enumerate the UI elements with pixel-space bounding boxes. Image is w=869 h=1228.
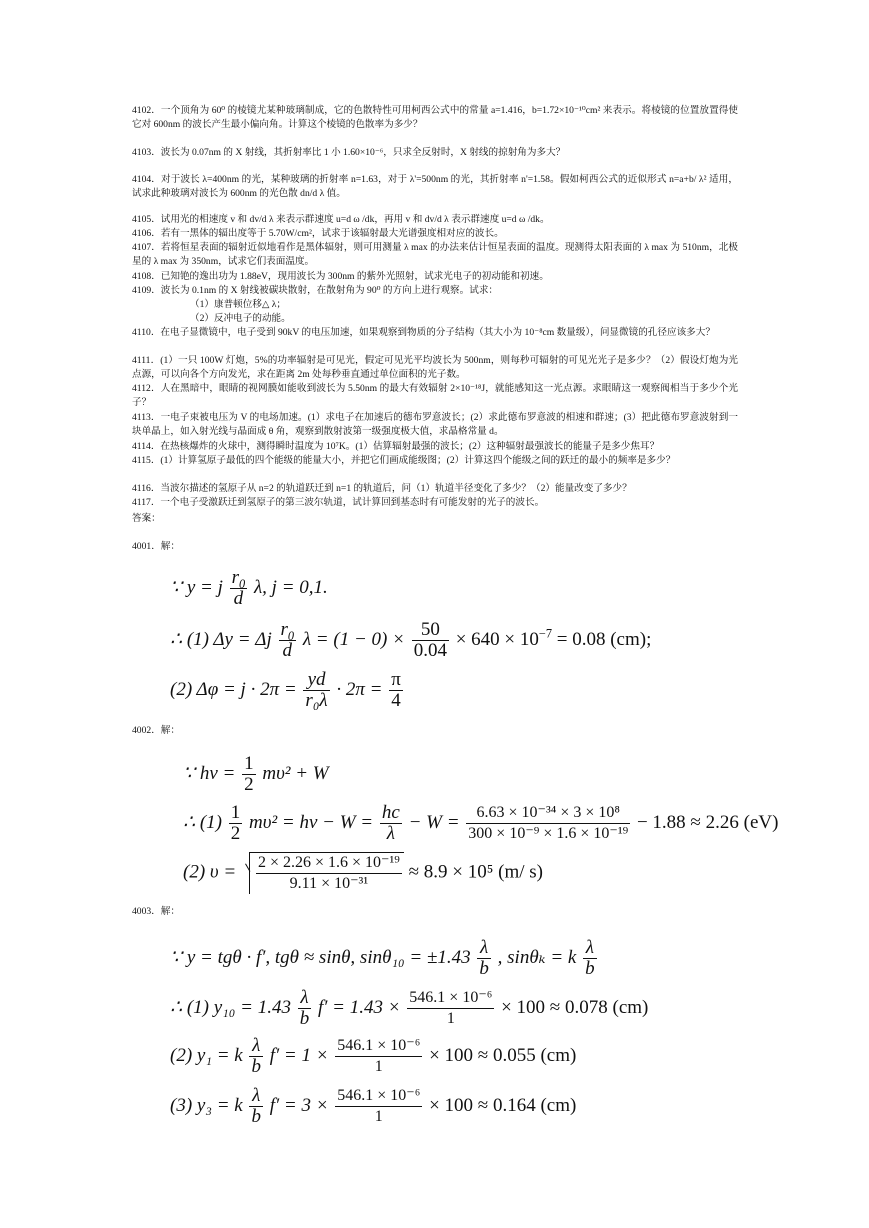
problem-4109: 4109．波长为 0.1nm 的 X 射线被碳块散射，在散射角为 90⁰ 的方向上进行观察。试求： <box>132 285 499 296</box>
solution-4003-label: 4003．解： <box>132 906 180 917</box>
fraction: $\frac{yd}{\text{r₀λ}}$ <box>305 669 328 711</box>
equation-4001-1 <box>170 568 328 609</box>
eq-text: × 640 × 10 <box>455 628 539 650</box>
equation-4002-3 <box>183 852 543 894</box>
problem-4111: 4111．(1）一只 100W 灯炮，5%的功率辐射是可见光，假定可见光平均波长为 500nm，则每秒可辐射的可见光光子是多少？（2）假设灯炮为光点源，可以向各个方向发光，求在距离 2m 处每秒垂直通过单位面积的光子数。 <box>132 355 738 380</box>
problem-4113: 4113．一电子束被电压为 V 的电场加速。(1）求电子在加速后的德布罗意波长；(2）求此德布罗意波的相速和群速；(3）把此德布罗意波射到一块单晶上，如入射光线与晶面成 θ 角，观察到散射波第一级强度极大值，求晶格常量 d。 <box>132 412 738 437</box>
equation-4003-3 <box>170 1036 576 1077</box>
eq-text: f′ = 1.43 × <box>317 996 401 1018</box>
equation-4003-4 <box>170 1086 576 1127</box>
eq-text: · 2π = <box>336 678 383 700</box>
problem-4104: 4104．对于波长 λ=400nm 的光，某种玻璃的折射率 n=1.63，对于 λ'=500nm 的光，其折射率 n'=1.58。假如柯西公式的近似形式 n=a+b/ λ² 适用，试求此种玻璃对波长为 600nm 的光色散 dn/d λ 值。 <box>132 174 738 199</box>
fraction: $\frac{r_0}{d}$ <box>231 567 246 609</box>
eq-exponent: −7 <box>538 626 553 641</box>
equation-4003-2 <box>170 988 648 1029</box>
solution-4002-label: 4002．解： <box>132 725 180 736</box>
eq-text: ≈ 8.9 × 10⁵ (m/ s) <box>408 861 543 883</box>
equation-4003-1 <box>170 938 599 979</box>
fraction: $\frac{r_0}{d}$ <box>280 619 295 661</box>
problem-4106: 4106．若有一黑体的辐出度等于 5.70W/cm²，试求于该辐射最大光谱强度相对应的波长。 <box>132 228 504 239</box>
square-root <box>249 852 404 894</box>
problem-4108: 4108．已知铯的逸出功为 1.88eV，现用波长为 300nm 的紫外光照射，试求光电子的初动能和初速。 <box>132 271 549 282</box>
eq-text: ∵ y = tgθ · f′, tgθ ≈ sinθ, sinθ₁₀ = ±1.43 <box>170 946 471 968</box>
eq-text: λ, j = 0,1. <box>253 576 328 598</box>
eq-text: (2) y₁ = k <box>170 1044 243 1066</box>
eq-text: (2) υ = <box>183 861 237 883</box>
eq-text: ∵ y = j <box>170 576 223 598</box>
eq-text: r <box>280 619 288 640</box>
problem-4114: 4114．在热核爆炸的火球中，测得瞬时温度为 10⁷K。(1）估算辐射最强的波长；(2）这种辐射最强波长的能量子是多少焦耳？ <box>132 441 660 452</box>
eq-text: − W = <box>408 811 460 833</box>
problem-4116: 4116．当波尔描述的氢原子从 n=2 的轨道跃迁到 n=1 的轨道后，问（1）轨道半径变化了多少？（2）能量改变了多少？ <box>132 483 632 494</box>
problem-4112: 4112．人在黑暗中，眼睛的视网膜如能收到波长为 5.50nm 的最大有效辐射 2×10⁻¹⁸J，就能感知这一光点源。求眼睛这一观察阀相当于多少个光子？ <box>132 383 738 408</box>
eq-text: × 100 ≈ 0.164 (cm) <box>429 1094 577 1116</box>
fraction: $\frac{\lambda}{b}$ <box>251 1085 261 1127</box>
fraction: $\frac{hc}{\lambda}$ <box>381 802 400 844</box>
problem-4110: 4110．在电子显微镜中，电子受到 90kV 的电压加速，如果观察到物质的分子结构（其大小为 10⁻⁸cm 数量级），问显微镜的孔径应该多大？ <box>132 327 715 338</box>
eq-text: = 0.08 (cm); <box>556 628 652 650</box>
eq-text: − 1.88 ≈ 2.26 (eV) <box>636 811 779 833</box>
problem-4107: 4107．若将恒星表面的辐射近似地看作是黑体辐射，则可用测量 λ max 的办法来估计恒星表面的温度。现测得太阳表面的 λ max 为 510nm，北极星的 λ max 为 350nm，试求它们表面温度。 <box>132 242 738 267</box>
equation-4001-2 <box>170 620 651 661</box>
eq-text: λ = (1 − 0) × <box>302 628 405 650</box>
eq-text: d <box>282 640 293 661</box>
eq-text: ∴ (1) <box>183 811 222 833</box>
eq-text: ∵ hν = <box>183 762 236 784</box>
fraction: $\frac{\text{2 × 2.26 × 1.6 × 10⁻¹⁹}}{\text{9.11 × 10⁻³¹}}$ <box>257 854 400 892</box>
fraction: $\frac{\lambda}{b}$ <box>251 1035 261 1077</box>
fraction: $\frac{\lambda}{b}$ <box>479 937 489 979</box>
eq-text: d <box>233 588 244 609</box>
equation-4002-1 <box>183 754 329 795</box>
problem-4117: 4117．一个电子受激跃迁到氢原子的第三波尔轨道，试计算回到基态时有可能发射的光子的波长。 <box>132 497 545 508</box>
fraction: $\frac{\lambda}{b}$ <box>585 937 595 979</box>
fraction: $\frac{\lambda}{b}$ <box>299 987 310 1029</box>
eq-text: f′ = 1 × <box>269 1044 329 1066</box>
problem-4115: 4115．(1）计算氢原子最低的四个能级的能量大小，并把它们画成能级图；(2）计算这四个能级之间的跃迁的最小的频率是多少？ <box>132 455 676 466</box>
eq-text: ∴ (1) y₁₀ = 1.43 <box>170 996 291 1018</box>
problem-4109-part1: （1）康普顿位移△ λ； <box>190 299 286 310</box>
equation-4002-2 <box>183 803 778 844</box>
fraction: $\frac{\pi}{4}$ <box>391 669 401 711</box>
equation-4001-3 <box>170 670 405 711</box>
eq-text: (2) Δφ = j · 2π = <box>170 678 297 700</box>
eq-text: mυ² = hν − W = <box>249 811 374 833</box>
eq-text: × 100 ≈ 0.055 (cm) <box>429 1044 577 1066</box>
fraction: $\frac{1}{2}$ <box>244 753 254 795</box>
fraction: $\frac{\text{546.1 × 10⁻⁶}}{1}$ <box>337 1037 421 1075</box>
fraction: $\frac{\text{6.63 × 10⁻³⁴ × 3 × 10⁸}}{\text{300 × 10⁻⁹ × 1.6 × 10⁻¹⁹}}$ <box>468 804 629 842</box>
fraction: $\frac{1}{2}$ <box>230 802 241 844</box>
fraction: $\frac{50}{0.04}$ <box>413 619 447 661</box>
solution-4001-label: 4001．解： <box>132 541 180 552</box>
answers-heading: 答案： <box>132 513 161 524</box>
problem-4102: 4102．一个顶角为 60⁰ 的棱镜尤某种玻璃制成，它的色散特性可用柯西公式中的常量 a=1.416，b=1.72×10⁻¹⁰cm² 来表示。将棱镜的位置放置得使它对 600nm 的波长产生最小偏向角。计算这个棱镜的色散率为多少？ <box>132 105 738 130</box>
problem-4109-part2: （2）反冲电子的动能。 <box>190 313 291 324</box>
eq-text: f′ = 3 × <box>269 1094 329 1116</box>
eq-text: r <box>231 567 240 588</box>
eq-text: , sinθₖ = k <box>497 946 577 968</box>
eq-text: (3) y₃ = k <box>170 1094 243 1116</box>
problem-4105: 4105．试用光的相速度 v 和 dv/d λ 来表示群速度 u=d ω /dk，再用 v 和 dv/d λ 表示群速度 u=d ω /dk。 <box>132 214 550 225</box>
problem-4103: 4103．波长为 0.07nm 的 X 射线，其折射率比 1 小 1.60×10⁻⁶，只求全反射时，X 射线的掠射角为多大？ <box>132 147 566 158</box>
eq-text: × 100 ≈ 0.078 (cm) <box>501 996 649 1018</box>
eq-text: mυ² + W <box>262 762 329 784</box>
fraction: $\frac{\text{546.1 × 10⁻⁶}}{1}$ <box>337 1087 421 1125</box>
eq-text: ∴ (1) Δy = Δj <box>170 628 272 650</box>
fraction: $\frac{\text{546.1 × 10⁻⁶}}{1}$ <box>409 989 493 1027</box>
